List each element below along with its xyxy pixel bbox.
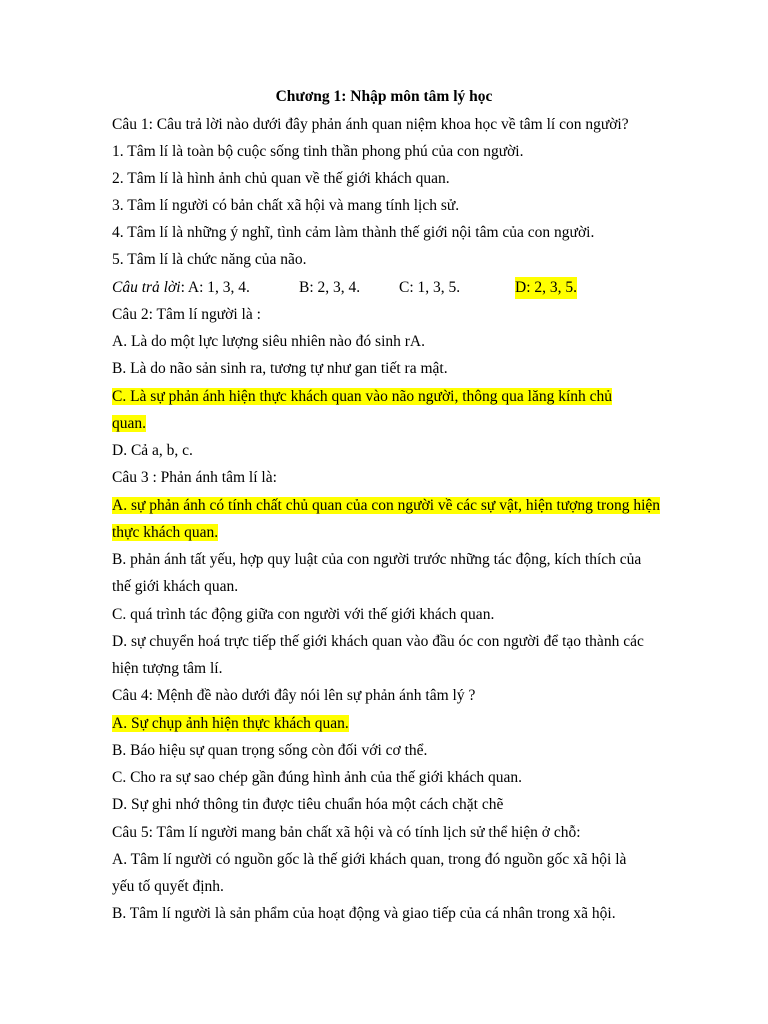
q1-item-3: 3. Tâm lí người có bản chất xã hội và mang tính lịch sử. (112, 197, 460, 214)
q2-option-c-line1 (112, 386, 678, 408)
question-4: Câu 4: Mệnh đề nào dưới đây nói lên sự phản ánh tâm lý ? (112, 687, 476, 704)
question-3: Câu 3 : Phản ánh tâm lí là: (112, 469, 277, 486)
q3-option-d-line2: hiện tượng tâm lí. (112, 660, 223, 677)
q1-item-2: 2. Tâm lí là hình ảnh chủ quan về thế giới khách quan. (112, 170, 450, 187)
q4-option-d: D. Sự ghi nhớ thông tin được tiêu chuẩn hóa một cách chặt chẽ (112, 796, 504, 813)
q3-option-c: C. quá trình tác động giữa con người với thế giới khách quan. (112, 606, 495, 623)
q2-option-b: B. Là do não sản sinh ra, tương tự như gan tiết ra mật. (112, 360, 448, 377)
answer-option-c: C: 1, 3, 5. (399, 279, 461, 296)
q3-option-a-line1 (112, 495, 678, 517)
q5-option-b: B. Tâm lí người là sản phẩm của hoạt động và giao tiếp của cá nhân trong xã hội. (112, 905, 616, 922)
question-5: Câu 5: Tâm lí người mang bản chất xã hội và có tính lịch sử thể hiện ở chỗ: (112, 824, 581, 841)
q3-option-a-line2 (112, 522, 678, 544)
q5-option-a-line1: A. Tâm lí người có nguồn gốc là thế giới khách quan, trong đó nguồn gốc xã hội là (112, 851, 627, 868)
q3-option-a-highlight: A. sự phản ánh có tính chất chủ quan của con người về các sự vật, hiện tượng trong hiện (112, 497, 661, 514)
answer-option-d-highlighted: D: 2, 3, 5. (515, 277, 577, 299)
q2-option-d: D. Cả a, b, c. (112, 442, 193, 459)
q2-option-c-line2 (112, 413, 678, 435)
answer-label: Câu trả lời (112, 279, 181, 296)
q2-option-a: A. Là do một lực lượng siêu nhiên nào đó sinh rA. (112, 333, 425, 350)
q1-item-1: 1. Tâm lí là toàn bộ cuộc sống tinh thần phong phú của con người. (112, 143, 524, 160)
answer-option-a: : A: 1, 3, 4. (180, 279, 250, 296)
q4-option-a-highlight: A. Sự chụp ảnh hiện thực khách quan. (112, 715, 349, 732)
q4-option-b: B. Báo hiệu sự quan trọng sống còn đối với cơ thể. (112, 742, 428, 759)
q3-option-a-highlight-2: thực khách quan. (112, 524, 219, 541)
chapter-title: Chương 1: Nhập môn tâm lý học (275, 88, 493, 105)
q1-item-4: 4. Tâm lí là những ý nghĩ, tình cảm làm thành thế giới nội tâm của con người. (112, 224, 595, 241)
q2-option-c-highlight-2: quan. (112, 415, 147, 432)
q3-option-b-line2: thế giới khách quan. (112, 578, 239, 595)
question-1: Câu 1: Câu trả lời nào dưới đây phản ánh quan niệm khoa học về tâm lí con người? (112, 116, 629, 133)
q3-option-d-line1: D. sự chuyển hoá trực tiếp thế giới khách quan vào đầu óc con người để tạo thành các (112, 633, 644, 650)
q3-option-b-line1: B. phản ánh tất yếu, hợp quy luật của con người trước những tác động, kích thích của (112, 551, 642, 568)
answer-option-b: B: 2, 3, 4. (299, 279, 361, 296)
q4-option-a (112, 713, 678, 735)
q5-option-a-line2: yếu tố quyết định. (112, 878, 224, 895)
q4-option-c: C. Cho ra sự sao chép gần đúng hình ảnh của thế giới khách quan. (112, 769, 523, 786)
q2-option-c-highlight: C. Là sự phản ánh hiện thực khách quan vào não người, thông qua lăng kính chủ (112, 388, 613, 405)
question-2: Câu 2: Tâm lí người là : (112, 306, 261, 323)
q1-item-5: 5. Tâm lí là chức năng của não. (112, 251, 307, 268)
